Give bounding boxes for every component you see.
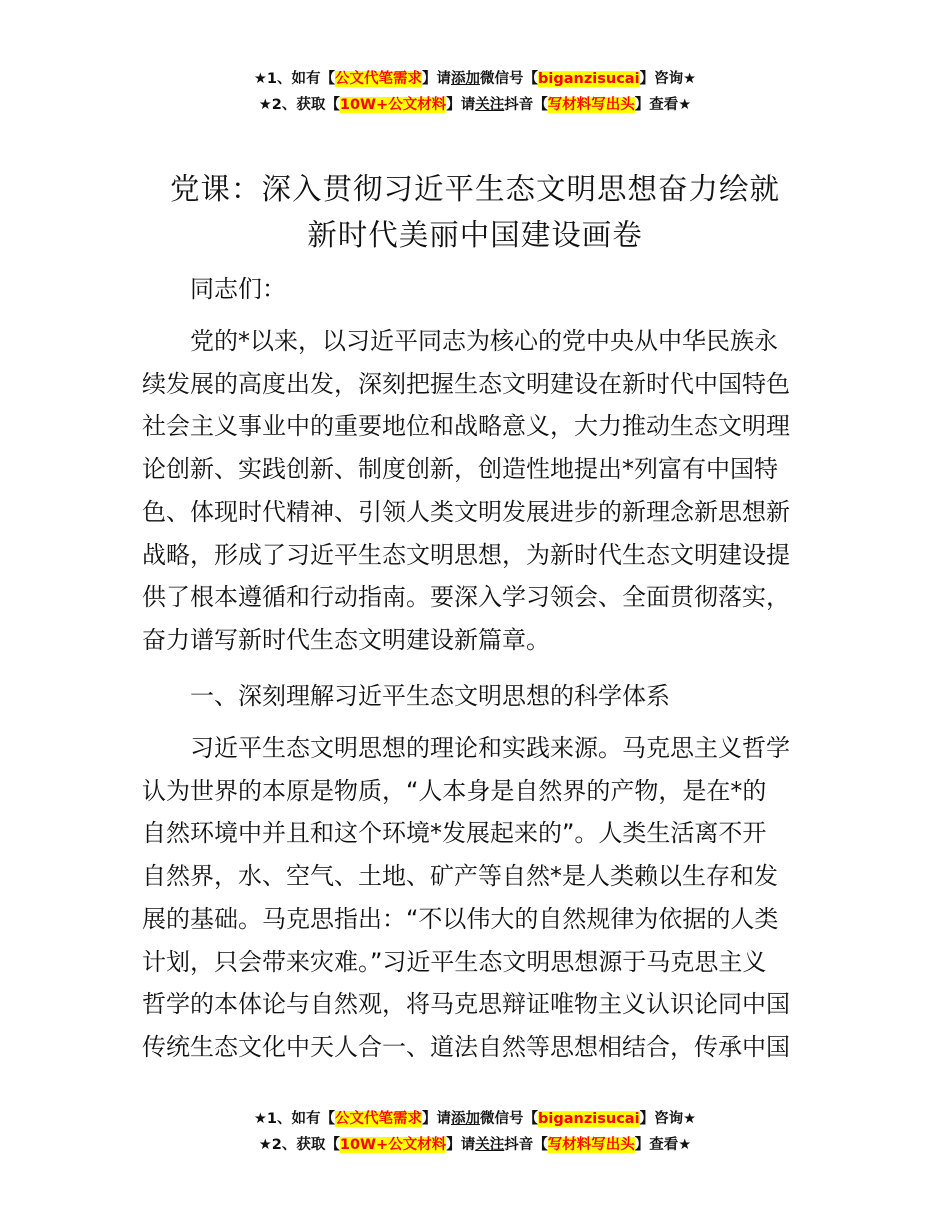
text-line: 社会主义事业中的重要地位和战略意义，大力推动生态文明理 (142, 412, 790, 441)
text-line: 习近平生态文明思想的理论和实践来源。马克思主义哲学 (142, 734, 790, 762)
paragraph-1 (142, 320, 812, 662)
banner-highlight: 10W+公文材料 (339, 97, 447, 113)
text-line: 认为世界的本原是物质，“人本身是自然界的产物，是在*的 (142, 776, 767, 805)
footer-banner (0, 1106, 950, 1158)
banner-highlight: 公文代笔需求 (335, 1111, 423, 1127)
document-title (0, 166, 950, 258)
title-line-1: 党课：深入贯彻习近平生态文明思想奋力绘就 (169, 172, 780, 206)
banner-text: 】请 (422, 1111, 452, 1127)
paragraph-2 (142, 727, 812, 1069)
banner-underline: 关注 (475, 97, 505, 113)
banner-text: ★2、获取【 (258, 97, 340, 113)
banner-text: 】查看★ (634, 97, 692, 113)
header-banner (0, 66, 950, 118)
banner-underline: 添加 (451, 1111, 481, 1127)
banner-line-2 (0, 92, 950, 118)
greeting (142, 268, 812, 311)
text-line: 展的基础。马克思指出：“不以伟大的自然规律为依据的人类 (142, 904, 779, 933)
banner-highlight: 10W+公文材料 (339, 1137, 447, 1153)
banner-text: ★2、获取【 (258, 1137, 340, 1153)
banner-highlight: biganzisucai (538, 1111, 640, 1127)
section-heading-1 (142, 675, 812, 718)
banner-text: ★1、如有【 (253, 1111, 336, 1127)
banner-line-2 (0, 1132, 950, 1158)
banner-line-1 (0, 1106, 950, 1132)
banner-text: 微信号【 (480, 1111, 539, 1127)
text-line: 哲学的本体论与自然观，将马克思辩证唯物主义认识论同中国 (142, 990, 790, 1019)
banner-text: ★1、如有【 (253, 71, 336, 87)
banner-text: 抖音【 (504, 1137, 548, 1153)
banner-text: 抖音【 (504, 97, 548, 113)
banner-text: 】请 (422, 71, 452, 87)
banner-text: 微信号【 (480, 71, 539, 87)
section-heading-text: 一、深刻理解习近平生态文明思想的科学体系 (142, 682, 670, 710)
banner-text: 】咨询★ (639, 1111, 697, 1127)
text-line: 色、体现时代精神、引领人类文明发展进步的新理念新思想新 (142, 497, 790, 526)
banner-text: 】请 (446, 97, 476, 113)
greeting-text: 同志们： (142, 275, 286, 303)
banner-underline: 关注 (475, 1137, 505, 1153)
banner-highlight: biganzisucai (538, 71, 640, 87)
text-line: 自然界，水、空气、土地、矿产等自然*是人类赖以生存和发 (142, 862, 778, 891)
banner-underline: 添加 (451, 71, 481, 87)
banner-text: 】请 (446, 1137, 476, 1153)
text-line: 续发展的高度出发，深刻把握生态文明建设在新时代中国特色 (142, 369, 790, 398)
text-line: 党的*以来，以习近平同志为核心的党中央从中华民族永 (142, 327, 778, 355)
title-line-2: 新时代美丽中国建设画卷 (307, 218, 643, 252)
banner-highlight: 写材料写出头 (547, 97, 635, 113)
banner-text: 】咨询★ (639, 71, 697, 87)
banner-highlight: 写材料写出头 (547, 1137, 635, 1153)
text-line: 论创新、实践创新、制度创新，创造性地提出*列富有中国特 (142, 455, 778, 484)
banner-text: 】查看★ (634, 1137, 692, 1153)
text-line: 计划，只会带来灾难。”习近平生态文明思想源于马克思主义 (142, 947, 767, 976)
banner-highlight: 公文代笔需求 (335, 71, 423, 87)
text-line: 传统生态文化中天人合一、道法自然等思想相结合，传承中国 (142, 1032, 790, 1061)
text-line: 供了根本遵循和行动指南。要深入学习领会、全面贯彻落实， (142, 583, 790, 612)
text-line: 自然环境中并且和这个环境*发展起来的”。人类生活离不开 (142, 819, 767, 848)
text-line: 战略，形成了习近平生态文明思想，为新时代生态文明建设提 (142, 540, 790, 569)
banner-line-1 (0, 66, 950, 92)
text-line: 奋力谱写新时代生态文明建设新篇章。 (142, 625, 550, 654)
